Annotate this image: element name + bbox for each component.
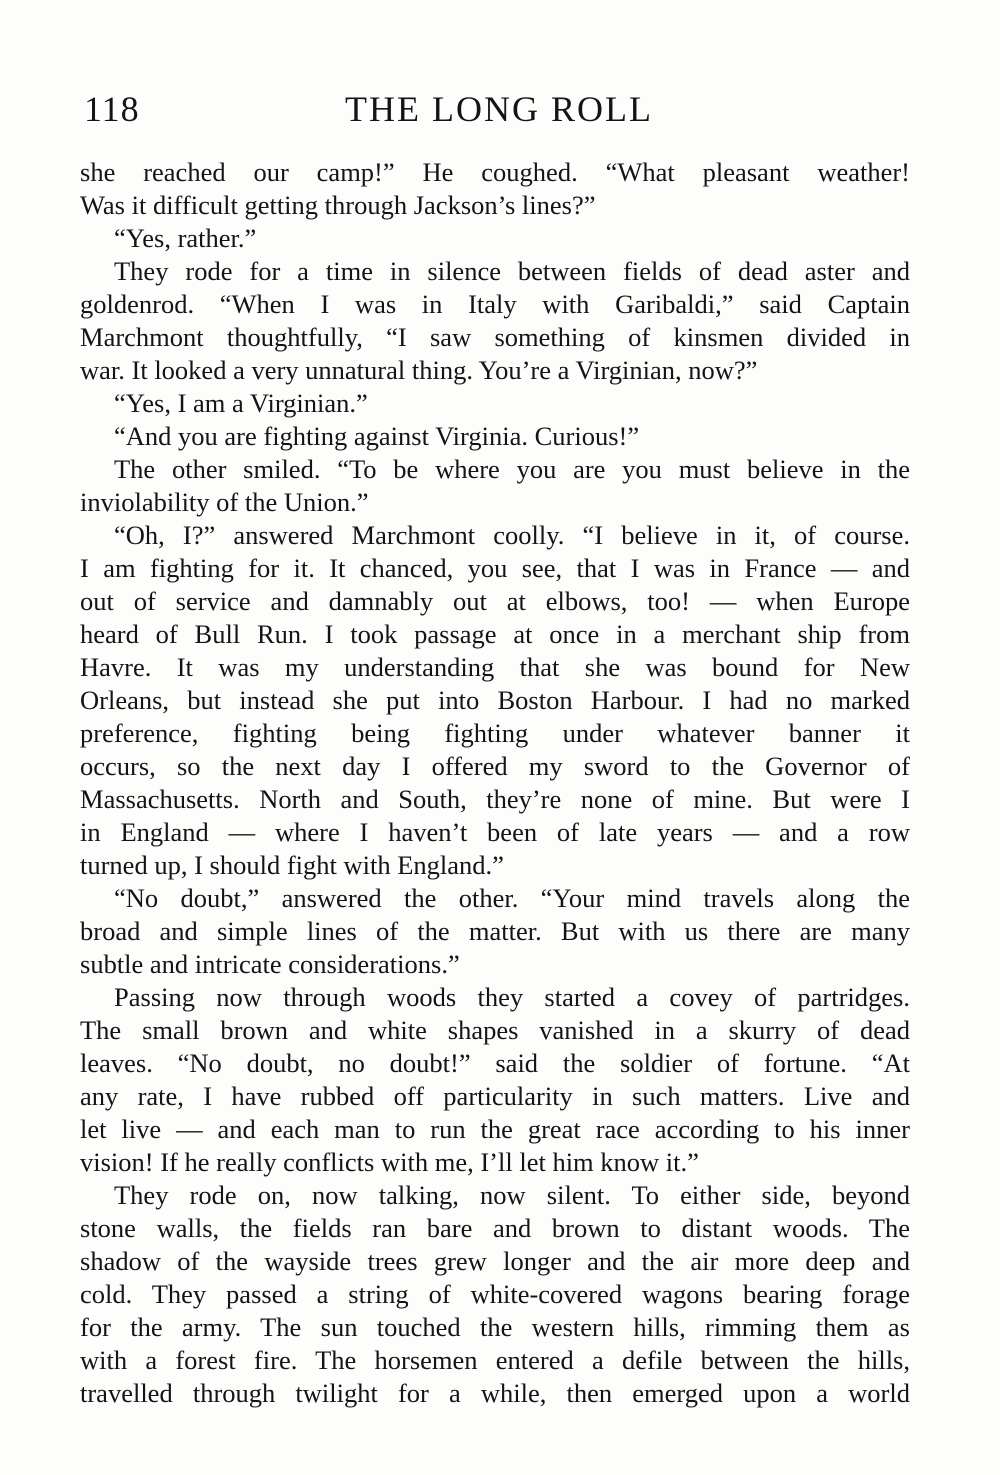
body-text <box>80 156 910 1410</box>
text-line: in England — where I haven’t been of late years — and a row <box>80 817 910 847</box>
text-line: leaves. “No doubt, no doubt!” said the soldier of fortune. “At <box>80 1048 910 1078</box>
text-line: goldenrod. “When I was in Italy with Garibaldi,” said Captain <box>80 289 910 319</box>
text-line: “No doubt,” answered the other. “Your mind travels along the <box>114 883 910 913</box>
text-line: occurs, so the next day I offered my sword to the Governor of <box>80 751 910 781</box>
text-line: turned up, I should fight with England.” <box>80 850 504 880</box>
text-line: The small brown and white shapes vanished in a skurry of dead <box>80 1015 910 1045</box>
text-line: let live — and each man to run the great race according to his inner <box>80 1114 910 1144</box>
running-head <box>84 86 914 136</box>
text-line: shadow of the wayside trees grew longer and the air more deep and <box>80 1246 910 1276</box>
text-line: inviolability of the Union.” <box>80 487 369 517</box>
text-line: Was it difficult getting through Jackson’s lines?” <box>80 190 596 220</box>
text-line: travelled through twilight for a while, then emerged upon a world <box>80 1378 910 1408</box>
text-line: war. It looked a very unnatural thing. You’re a Virginian, now?” <box>80 355 758 385</box>
text-line: Orleans, but instead she put into Boston Harbour. I had no marked <box>80 685 910 715</box>
text-line: Marchmont thoughtfully, “I saw something of kinsmen divided in <box>80 322 910 352</box>
text-line: The other smiled. “To be where you are you must believe in the <box>114 454 910 484</box>
text-line: They rode on, now talking, now silent. To either side, beyond <box>114 1180 910 1210</box>
text-line: subtle and intricate considerations.” <box>80 949 460 979</box>
text-line: out of service and damnably out at elbows, too! — when Europe <box>80 586 910 616</box>
text-line: any rate, I have rubbed off particularity in such matters. Live and <box>80 1081 910 1111</box>
text-line: “Yes, rather.” <box>114 223 257 253</box>
text-line: she reached our camp!” He coughed. “What pleasant weather! <box>80 157 910 187</box>
text-line: “Yes, I am a Virginian.” <box>114 388 368 418</box>
text-line: Massachusetts. North and South, they’re none of mine. But were I <box>80 784 910 814</box>
text-line: vision! If he really conflicts with me, I’ll let him know it.” <box>80 1147 699 1177</box>
text-line: “And you are fighting against Virginia. Curious!” <box>114 421 640 451</box>
text-line: I am fighting for it. It chanced, you see, that I was in France — and <box>80 553 910 583</box>
page-number: 118 <box>84 89 140 129</box>
text-line: heard of Bull Run. I took passage at once in a merchant ship from <box>80 619 910 649</box>
running-title: THE LONG ROLL <box>345 89 653 129</box>
text-line: for the army. The sun touched the western hills, rimming them as <box>80 1312 910 1342</box>
text-line: preference, fighting being fighting under whatever banner it <box>80 718 910 748</box>
text-line: stone walls, the fields ran bare and brown to distant woods. The <box>80 1213 910 1243</box>
text-line: Passing now through woods they started a covey of partridges. <box>114 982 910 1012</box>
text-line: Havre. It was my understanding that she was bound for New <box>80 652 910 682</box>
text-line: cold. They passed a string of white-covered wagons bearing forage <box>80 1279 910 1309</box>
text-line: broad and simple lines of the matter. But with us there are many <box>80 916 910 946</box>
text-line: with a forest fire. The horsemen entered a defile between the hills, <box>80 1345 910 1375</box>
text-line: “Oh, I?” answered Marchmont coolly. “I believe in it, of course. <box>114 520 910 550</box>
text-line: They rode for a time in silence between fields of dead aster and <box>114 256 910 286</box>
